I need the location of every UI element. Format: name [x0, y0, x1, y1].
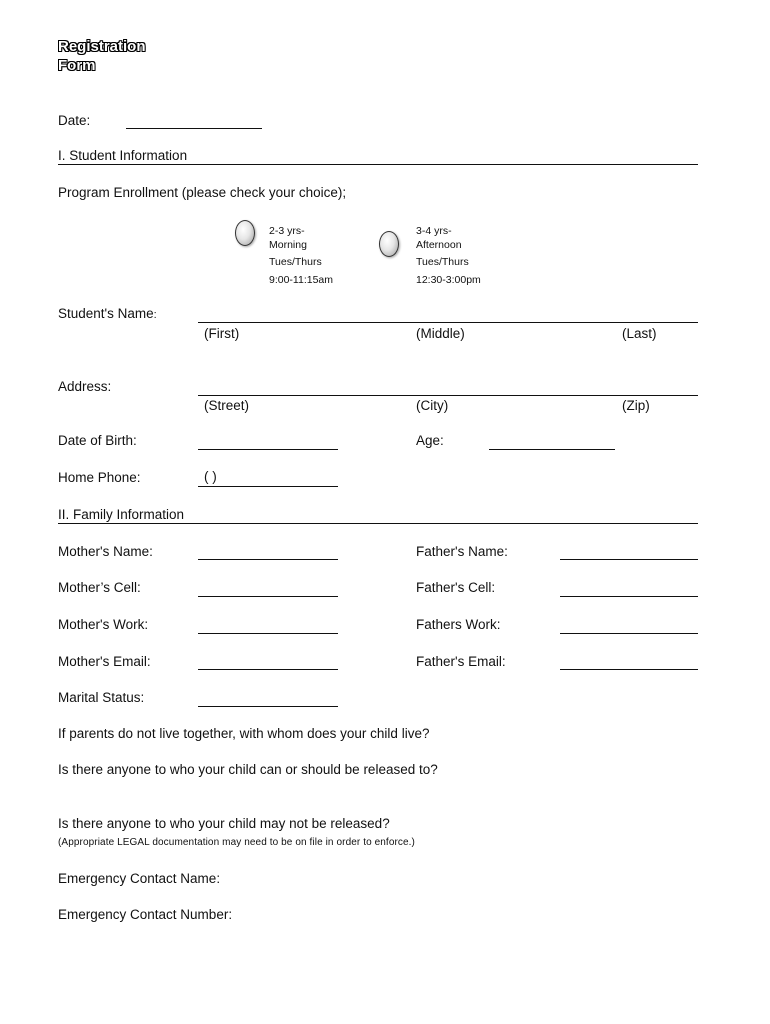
option-afternoon-days: Tues/Thurs: [416, 256, 469, 268]
mother-work-label: Mother's Work:: [58, 617, 149, 632]
emergency-contact-name-label: Emergency Contact Name:: [58, 871, 221, 886]
home-phone-field[interactable]: [198, 486, 338, 487]
student-name-colon: :: [153, 309, 157, 321]
section-divider: [58, 164, 698, 165]
father-cell-label: Father's Cell:: [416, 580, 496, 595]
live-with-question: If parents do not live together, with whom does your child live?: [58, 726, 430, 741]
option-afternoon-session: Afternoon: [416, 239, 462, 251]
student-name-label-text: Student's Name: [58, 306, 154, 321]
option-morning-time: 9:00-11:15am: [269, 274, 334, 286]
street-caption: (Street): [204, 398, 250, 413]
dob-label: Date of Birth:: [58, 433, 137, 448]
mother-name-label: Mother's Name:: [58, 544, 153, 559]
father-cell-field[interactable]: [560, 596, 698, 597]
student-name-label: [58, 306, 157, 321]
mother-name-field[interactable]: [198, 559, 338, 560]
mother-cell-label: Mother’s Cell:: [58, 580, 141, 595]
mother-work-field[interactable]: [198, 633, 338, 634]
father-work-field[interactable]: [560, 633, 698, 634]
option-morning-age: 2-3 yrs-: [269, 225, 305, 237]
home-phone-area-code: ( ): [204, 469, 217, 484]
radio-afternoon-option[interactable]: [379, 231, 399, 257]
home-phone-label: Home Phone:: [58, 470, 141, 485]
radio-morning-option[interactable]: [235, 220, 255, 246]
address-field[interactable]: [198, 395, 698, 396]
not-released-question: Is there anyone to who your child may not be released?: [58, 816, 390, 831]
emergency-contact-number-label: Emergency Contact Number:: [58, 907, 233, 922]
marital-status-field[interactable]: [198, 706, 338, 707]
option-afternoon-time: 12:30-3:00pm: [416, 274, 481, 286]
father-name-label: Father's Name:: [416, 544, 508, 559]
last-name-caption: (Last): [622, 326, 657, 341]
mother-email-label: Mother's Email:: [58, 654, 151, 669]
city-caption: (City): [416, 398, 449, 413]
father-name-field[interactable]: [560, 559, 698, 560]
option-morning-days: Tues/Thurs: [269, 256, 322, 268]
father-email-field[interactable]: [560, 669, 698, 670]
dob-field[interactable]: [198, 449, 338, 450]
date-label: Date:: [58, 113, 91, 128]
program-enrollment-label: Program Enrollment (please check your choice);: [58, 185, 347, 200]
legal-documentation-note: (Appropriate LEGAL documentation may need to be on file in order to enforce.): [58, 837, 415, 848]
first-name-caption: (First): [204, 326, 240, 341]
released-to-question: Is there anyone to who your child can or should be released to?: [58, 762, 438, 777]
mother-email-field[interactable]: [198, 669, 338, 670]
section-student-information: I. Student Information: [58, 148, 188, 163]
section-family-information: II. Family Information: [58, 507, 185, 522]
section-divider: [58, 523, 698, 524]
middle-name-caption: (Middle): [416, 326, 465, 341]
age-label: Age:: [416, 433, 444, 448]
form-title-line1: Registration: [58, 38, 146, 55]
zip-caption: (Zip): [622, 398, 650, 413]
student-name-field[interactable]: [198, 322, 698, 323]
option-afternoon-age: 3-4 yrs-: [416, 225, 452, 237]
father-email-label: Father's Email:: [416, 654, 506, 669]
mother-cell-field[interactable]: [198, 596, 338, 597]
marital-status-label: Marital Status:: [58, 690, 145, 705]
date-field[interactable]: [126, 128, 262, 129]
age-field[interactable]: [489, 449, 615, 450]
option-morning-session: Morning: [269, 239, 307, 251]
father-work-label: Fathers Work:: [416, 617, 501, 632]
address-label: Address:: [58, 379, 112, 394]
form-title-line2: Form: [58, 57, 96, 74]
